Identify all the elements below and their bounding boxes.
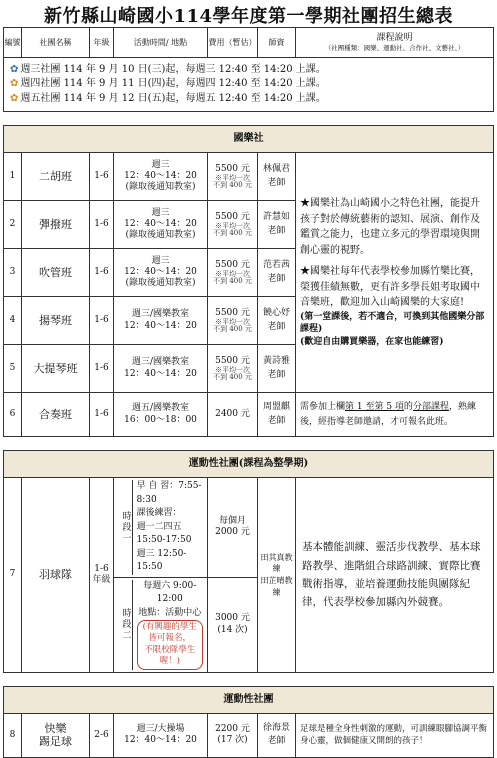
grade: 1-6 [90,345,114,393]
section-sport: 運動性社團 [4,686,494,713]
club-name: 合奏班 [22,393,90,437]
grade: 1-6 [90,249,114,297]
time-cell: 週三/國樂教室 12：40～14：20 [114,297,208,345]
schedule-line: ✿ 週四社團 114 年 9 月 11 日(四)起，每週四 12:40 至 14:20 上課。 [10,78,326,90]
fee-cell: 2200 元 (17 次) [208,713,258,757]
teacher-cell: 饒心妤 老師 [258,297,296,345]
time-cell: 週三/國樂教室 12：40～14：20 [114,345,208,393]
header-desc [296,28,494,58]
club-name: 揚琴班 [22,297,90,345]
music-description: ★國樂社為山崎國小之特色社團，能提升孩子對於傳統藝術的認知、展演、創作及鑑賞之能力，也建立多元的學習環境與開創心靈的視野。 ★國樂社每年代表學校參加縣竹樂比賽，榮獲佳績無數，更有許多學長姐考取國中音樂班，歡迎加入山崎國樂的大家庭! (第一堂課後，若不適合，可換到其他國樂分部課程) (歡迎自由購買樂器，在家也能練習) [296,153,494,393]
fee-cell: 5500 元 ※平均一次 不到 400 元 [208,297,258,345]
ensemble-description: 需參加上欄第 1 至第 5 項的分部課程，熟練後，經指導老師邀請，才可報名此班。 [296,393,494,437]
section-sport-special: 運動性社團(課程為整學期) [4,451,494,478]
time-segment-2: 時段二 每週六 9:00-12:00 地點：活動中心 (有興趣的學生皆可報名， 不限校隊學生喔！) [114,577,208,672]
fee-cell: 3000 元 (14 次) [208,577,258,672]
badminton-description: 基本體能訓練、靈活步伐教學、基本球路教學、進階組合球路訓練、實際比賽戰術指導，並培養運動技能與團隊紀律，代表學校參加縣內外競賽。 [296,478,494,673]
section-sport-special-row [4,451,494,478]
teacher-cell: 周盟麒 老師 [258,393,296,437]
flower-icon: ✿ [10,92,19,104]
grade: 1-6 [90,153,114,201]
flower-icon: ✿ [10,78,19,90]
spacer [4,112,494,126]
teacher-cell: 黃詩雅 老師 [258,345,296,393]
flower-icon: ✿ [10,63,19,75]
fee-cell: 5500 元 ※平均一次 不到 400 元 [208,201,258,249]
row-no: 8 [4,713,22,757]
table-row [4,713,494,757]
time-cell: 週三 12：40～14：20 (錄取後通知教室) [114,249,208,297]
header-fee: 費用（暫估） [208,28,258,58]
table-row [4,393,494,437]
time-segment-1: 時段一 早 自 習：7:55-8:30 課後練習： 週一二四五 15:50-17:50 週三 12:50-15:50 [114,478,208,578]
grade: 2-6 [90,713,114,757]
fee-cell: 2400 元 [208,393,258,437]
schedule-line: ✿ 週五社團 114 年 9 月 12 日(五)起，每週五 12:40 至 14:20 上課。 [10,92,326,104]
grade: 1-6 年級 [90,478,114,673]
fee-cell: 5500 元 ※平均一次 不到 400 元 [208,153,258,201]
row-no: 1 [4,153,22,201]
football-description: 足球是種全身性刺激的運動，可訓練眼腳協調平衡身心靈，做個健康又開朗的孩子！ [296,713,494,757]
schedule-row [4,58,494,112]
fee-cell: 每個月 2000 元 [208,478,258,578]
schedule-box [4,58,494,112]
header-no: 編號 [4,28,22,58]
teacher-cell: 徐海景 老師 [258,713,296,757]
fee-cell: 5500 元 ※平均一次 不到 400 元 [208,249,258,297]
row-no: 5 [4,345,22,393]
club-name: 吹管班 [22,249,90,297]
grade: 1-6 [90,201,114,249]
row-no: 7 [4,478,22,673]
row-no: 2 [4,201,22,249]
section-music-row [4,126,494,153]
spacer [4,437,494,451]
teacher-cell: 許慧如 老師 [258,201,296,249]
spacer [4,672,494,686]
club-name: 二胡班 [22,153,90,201]
time-cell: 週三 12：40～14：20 (錄取後通知教室) [114,153,208,201]
time-cell: 週五/國樂教室 16：00～18：00 [114,393,208,437]
header-club: 社團名稱 [22,28,90,58]
club-name: 大提琴班 [22,345,90,393]
schedule-line: ✿ 週三社團 114 年 9 月 10 日(三)起，每週三 12:40 至 14:20 上課。 [10,63,326,75]
row-no: 6 [4,393,22,437]
time-cell: 週三/大操場 12：40～14：20 [114,713,208,757]
table-row [4,153,494,201]
teacher-cell: 林佩君 老師 [258,153,296,201]
table-row [4,478,494,578]
teacher-cell: 田其真教練 田芷晴教練 [258,478,296,673]
grade: 1-6 [90,297,114,345]
header-teacher: 師資 [258,28,296,58]
time-cell: 週三 12：40～14：20 (錄取後通知教室) [114,201,208,249]
header-row [4,28,494,58]
grade: 1-6 [90,393,114,437]
header-time: 活動時間/ 地點 [114,28,208,58]
header-desc-title: 課程說明 [376,32,413,43]
row-no: 3 [4,249,22,297]
club-name: 羽球隊 [22,478,90,673]
teacher-cell: 范若茜 老師 [258,249,296,297]
header-desc-sub: （社團種類：國樂、運動社、合作社、文藝社、） [324,44,465,53]
club-table [3,27,493,758]
row-no: 4 [4,297,22,345]
open-enrollment-note: (有興趣的學生皆可報名， 不限校隊學生喔！) [137,620,204,670]
fee-cell: 5500 元 ※平均一次 不到 400 元 [208,345,258,393]
club-name: 彈撥班 [22,201,90,249]
club-name: 快樂 踢足球 [22,713,90,757]
page-title: 新竹縣山崎國小114學年度第一學期社團招生總表 [43,6,454,27]
section-music: 國樂社 [4,126,494,153]
header-grade: 年級 [90,28,114,58]
